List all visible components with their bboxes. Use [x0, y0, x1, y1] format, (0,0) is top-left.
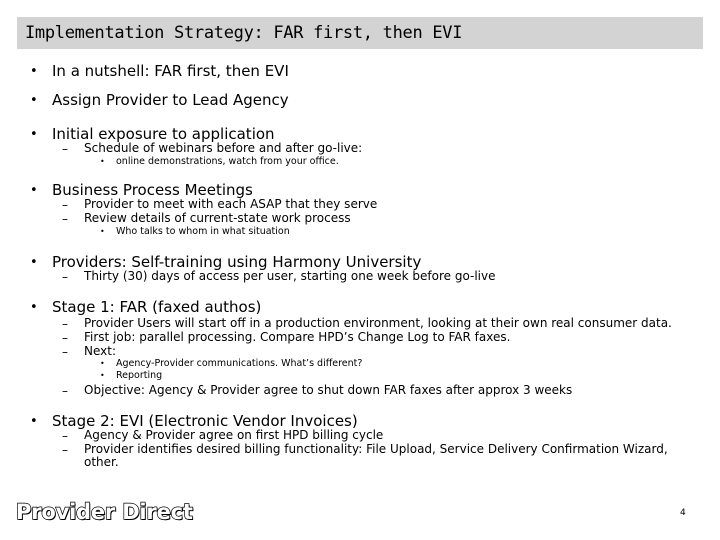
- bullet-7-sub-2-cont: other.: [84, 455, 119, 469]
- bullet-icon: •: [100, 227, 105, 236]
- title-bar: [17, 17, 703, 49]
- dash-icon: –: [62, 384, 68, 398]
- bullet-6-sub-2: First job: parallel processing. Compare HPD’s Change Log to FAR faxes.: [84, 330, 511, 344]
- bullet-6-text: Stage 1: FAR (faxed authos): [52, 298, 262, 316]
- bullet-2-text: Assign Provider to Lead Agency: [52, 91, 289, 109]
- bullet-1-text: In a nutshell: FAR first, then EVI: [52, 62, 289, 80]
- bullet-icon: •: [30, 414, 38, 429]
- bullet-3-text: Initial exposure to application: [52, 125, 275, 143]
- bullet-5-sub-1: Thirty (30) days of access per user, starting one week before go-live: [84, 269, 496, 283]
- dash-icon: –: [62, 429, 68, 443]
- dash-icon: –: [62, 198, 68, 212]
- dash-icon: –: [62, 345, 68, 359]
- bullet-icon: •: [30, 300, 38, 315]
- dash-icon: –: [62, 142, 68, 156]
- bullet-6-subsub-1: Agency-Provider communications. What’s different?: [116, 358, 363, 369]
- bullet-3-sub-1: Schedule of webinars before and after go-live:: [84, 141, 363, 155]
- bullet-3-subsub-1: online demonstrations, watch from your office.: [116, 156, 339, 167]
- bullet-7-sub-1: Agency & Provider agree on first HPD billing cycle: [84, 428, 384, 442]
- bullet-6-sub-1: Provider Users will start off in a production environment, looking at their own real consumer data.: [84, 316, 672, 330]
- bullet-7-text: Stage 2: EVI (Electronic Vendor Invoices): [52, 412, 358, 430]
- dash-icon: –: [62, 317, 68, 331]
- bullet-7-sub-2: Provider identifies desired billing functionality: File Upload, Service Delivery Confirmation Wizard,: [84, 442, 668, 456]
- dash-icon: –: [62, 212, 68, 226]
- bullet-5-text: Providers: Self-training using Harmony University: [52, 253, 422, 271]
- bullet-4-sub-1: Provider to meet with each ASAP that they serve: [84, 197, 378, 211]
- bullet-6-sub-3: Next:: [84, 344, 116, 358]
- bullet-icon: •: [100, 359, 105, 368]
- slide-title: Implementation Strategy: FAR first, then EVI: [25, 23, 463, 43]
- bullet-6-sub-4: Objective: Agency & Provider agree to shut down FAR faxes after approx 3 weeks: [84, 383, 573, 397]
- bullet-icon: •: [100, 157, 105, 166]
- dash-icon: –: [62, 443, 68, 457]
- bullet-icon: •: [30, 183, 38, 198]
- bullet-4-sub-2: Review details of current-state work process: [84, 211, 351, 225]
- bullet-icon: •: [30, 127, 38, 142]
- dash-icon: –: [62, 331, 68, 345]
- bullet-icon: •: [100, 371, 105, 380]
- dash-icon: –: [62, 270, 68, 284]
- bullet-6-subsub-2: Reporting: [116, 370, 163, 381]
- bullet-4-subsub-1: Who talks to whom in what situation: [116, 226, 290, 237]
- bullet-icon: •: [30, 255, 38, 270]
- provider-direct-logo: Provider Direct: [16, 500, 193, 524]
- bullet-4-text: Business Process Meetings: [52, 181, 253, 199]
- bullet-icon: •: [30, 93, 38, 108]
- page-number: 4: [680, 508, 686, 518]
- bullet-icon: •: [30, 64, 38, 79]
